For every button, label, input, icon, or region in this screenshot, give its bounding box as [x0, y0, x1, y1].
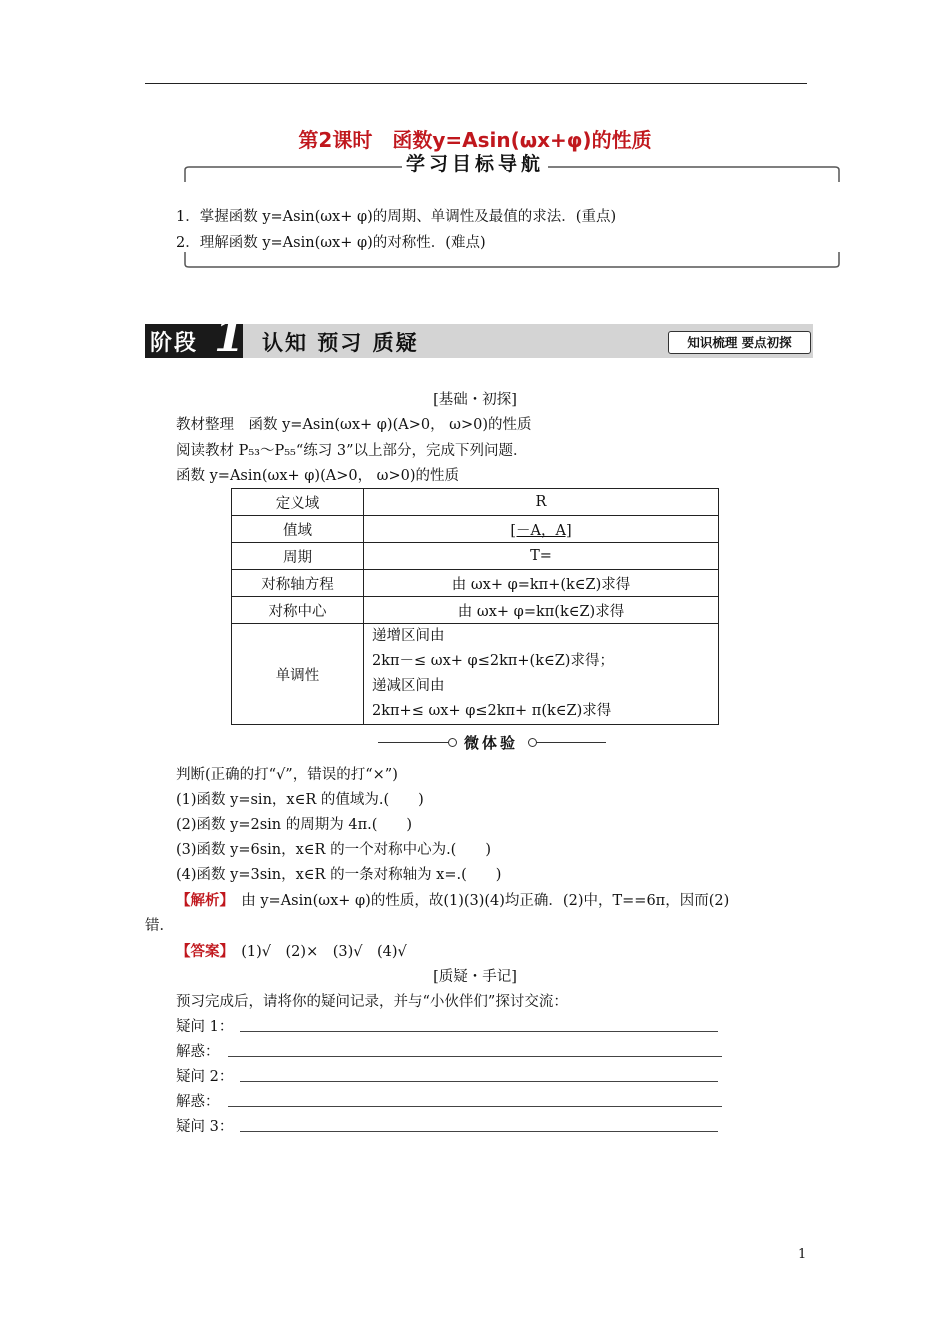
- table-row: [232, 543, 719, 570]
- micro-experience-divider: [378, 732, 606, 752]
- divider-line: [378, 742, 448, 743]
- table-cell-label: 周期: [232, 543, 364, 570]
- table-row: [232, 624, 719, 725]
- judge-intro: 判断(正确的打“√”，错误的打“×”): [176, 767, 398, 783]
- divider-dot: [448, 738, 457, 747]
- answer-text: (1)√ (2)× (3)√ (4)√: [226, 944, 407, 960]
- intro-line-3: 函数 y=Asin(ωx+ φ)(A>0， ω>0)的性质: [176, 468, 460, 484]
- mono-line: 递增区间由: [372, 628, 445, 644]
- note-label-answer-1: 解惑：: [176, 1044, 220, 1060]
- intro-line-1: 教材整理 函数 y=Asin(ωx+ φ)(A>0， ω>0)的性质: [176, 417, 532, 433]
- answer-line-blank: [240, 1131, 718, 1132]
- stage-word: 阶段: [150, 331, 199, 356]
- objective-item-1: 1．掌握函数 y=Asin(ωx+ φ)的周期、单调性及最值的求法．(重点): [176, 209, 617, 225]
- table-cell-value: T=: [364, 543, 719, 570]
- answer-line-blank: [240, 1031, 718, 1032]
- analysis-line: [176, 889, 729, 910]
- table-cell-label: 对称轴方程: [232, 570, 364, 597]
- table-cell-value: 由 ωx+ φ=kπ+(k∈Z)求得: [364, 570, 719, 597]
- notes-intro: 预习完成后，请将你的疑问记录，并与“小伙伴们”探讨交流：: [176, 994, 568, 1010]
- top-rule: [145, 83, 807, 84]
- table-row: [232, 489, 719, 516]
- table-cell-value: 由 ωx+ φ=kπ(k∈Z)求得: [364, 597, 719, 624]
- table-cell-value: R: [364, 489, 719, 516]
- divider-line: [536, 742, 606, 743]
- table-cell-label: 定义域: [232, 489, 364, 516]
- analysis-label: 【解析】: [176, 892, 227, 909]
- stage-number: 1: [214, 311, 245, 362]
- analysis-text: 由 y=Asin(ωx+ φ)的性质，故(1)(3)(4)均正确．(2)中，T==6π，因而(2): [226, 893, 730, 909]
- page-number: 1: [798, 1247, 807, 1262]
- table-cell-value: [－A，A]: [364, 516, 719, 543]
- answer-line-blank: [240, 1081, 718, 1082]
- mono-line: 递减区间由: [372, 678, 445, 694]
- mono-line: 2kπ－≤ ωx+ φ≤2kπ+(k∈Z)求得；: [372, 653, 614, 669]
- table-cell-monotonic: [364, 624, 719, 725]
- stage-tag: 知识梳理 要点初探: [668, 331, 811, 354]
- section-notes-heading: [质疑・手记]: [433, 969, 517, 985]
- analysis-tail: 错．: [145, 918, 174, 934]
- table-row: [232, 597, 719, 624]
- answer-label: 【答案】: [176, 943, 227, 960]
- intro-line-2: 阅读教材 P₅₃～P₅₅“练习 3”以上部分，完成下列问题．: [176, 443, 528, 459]
- note-label-question-1: 疑问 1：: [176, 1019, 234, 1035]
- note-label-question-3: 疑问 3：: [176, 1119, 234, 1135]
- note-label-answer-2: 解惑：: [176, 1094, 220, 1110]
- lesson-title: 第2课时 函数y=Asin(ωx+φ)的性质: [298, 128, 652, 152]
- objective-item-2: 2．理解函数 y=Asin(ωx+ φ)的对称性．(难点): [176, 235, 486, 251]
- judge-item-2: (2)函数 y=2sin 的周期为 4π.( ): [176, 817, 413, 833]
- judge-item-3: (3)函数 y=6sin，x∈R 的一个对称中心为.( ): [176, 842, 491, 858]
- table-row: [232, 516, 719, 543]
- table-cell-label: 对称中心: [232, 597, 364, 624]
- section-basic-heading: [基础・初探]: [433, 392, 517, 408]
- table-cell-label: 单调性: [232, 624, 364, 725]
- mono-line: 2kπ+≤ ωx+ φ≤2kπ+ π(k∈Z)求得: [372, 703, 612, 719]
- answer-line-blank: [228, 1056, 722, 1057]
- table-cell-label: 值域: [232, 516, 364, 543]
- answer-line-blank: [228, 1106, 722, 1107]
- judge-item-1: (1)函数 y=sin，x∈R 的值域为.( ): [176, 792, 424, 808]
- objectives-heading: 学习目标导航: [0, 149, 950, 176]
- micro-heading: 微体验: [464, 734, 519, 752]
- table-row: [232, 570, 719, 597]
- property-table: [231, 488, 719, 725]
- answer-line: [176, 940, 407, 961]
- judge-item-4: (4)函数 y=3sin，x∈R 的一条对称轴为 x=.( ): [176, 867, 502, 883]
- stage-title: 认知 预习 质疑: [262, 331, 419, 355]
- note-label-question-2: 疑问 2：: [176, 1069, 234, 1085]
